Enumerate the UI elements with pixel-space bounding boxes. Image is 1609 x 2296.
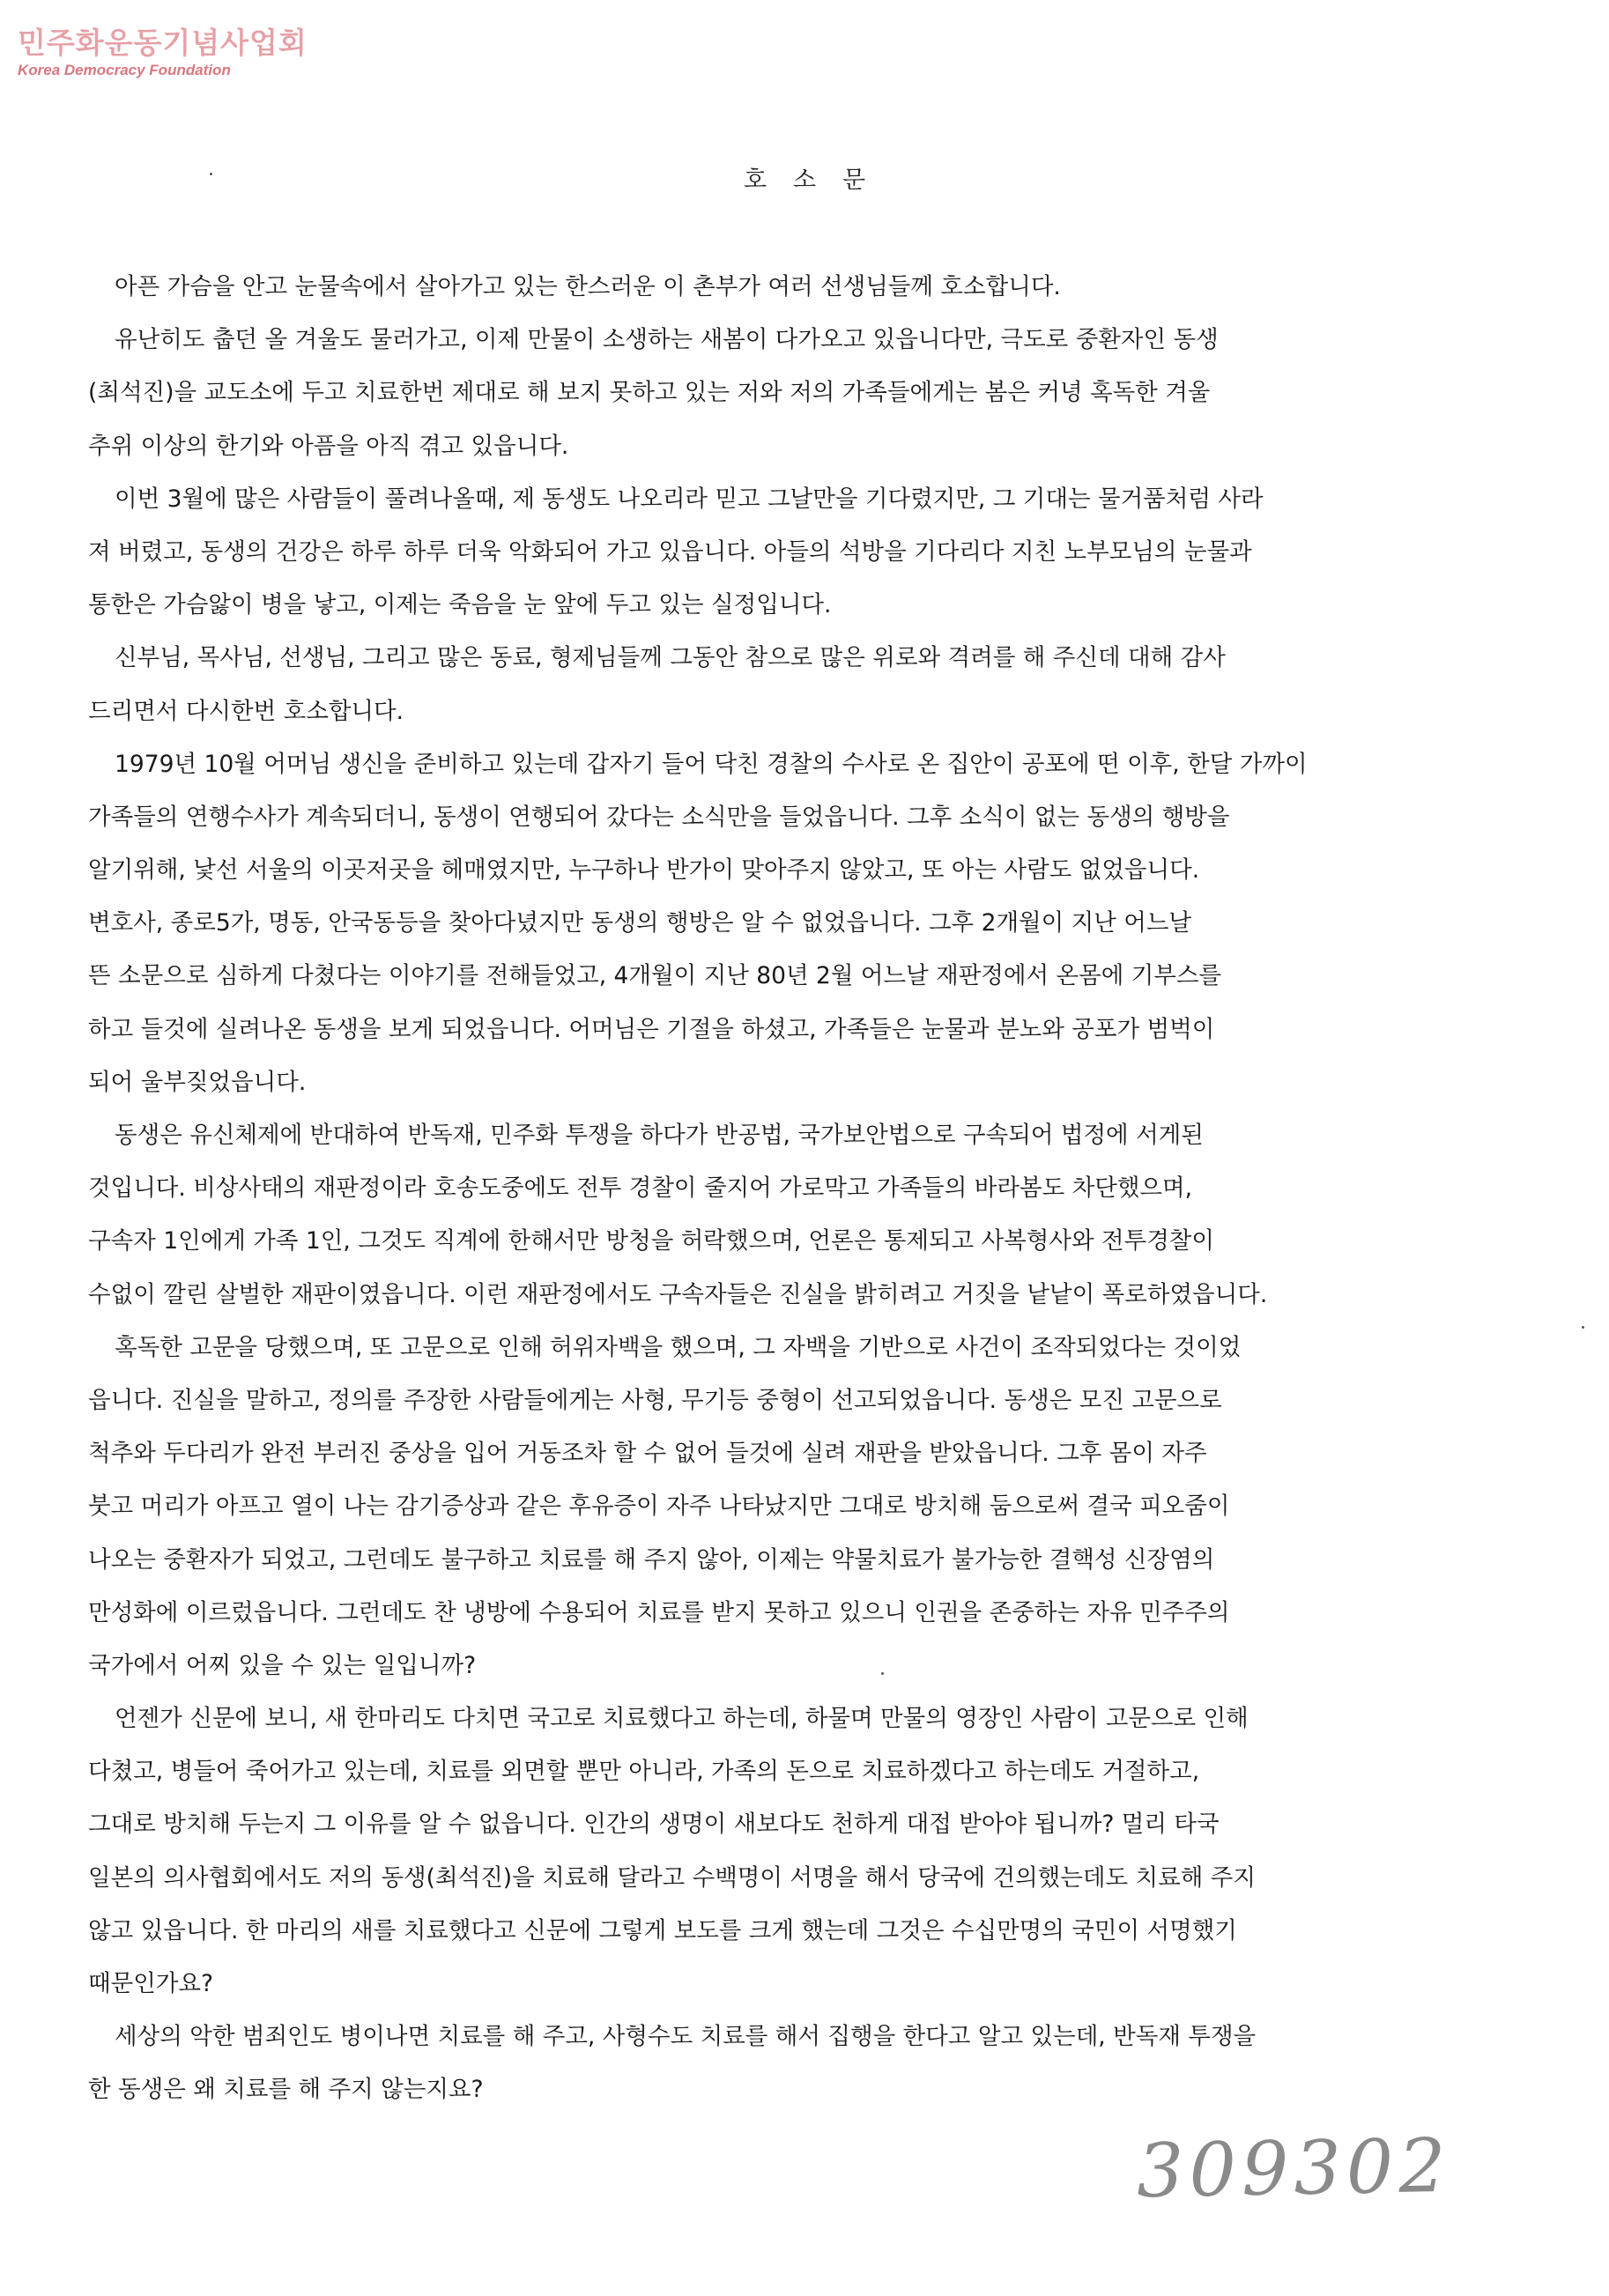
body-line: 신부님, 목사님, 선생님, 그리고 많은 동료, 형제님들께 그동안 참으로 많은 위로와 격려를 해 주신데 대해 감사 bbox=[115, 644, 1226, 672]
scan-speck bbox=[1582, 1326, 1584, 1329]
body-line: 다쳤고, 병들어 죽어가고 있는데, 치료를 외면할 뿐만 아니라, 가족의 돈으로 치료하겠다고 하는데도 거절하고, bbox=[88, 1758, 1200, 1786]
body-line: (최석진)을 교도소에 두고 치료한번 제대로 해 보지 못하고 있는 저와 저의 가족들에게는 봄은 커녕 혹독한 겨울 bbox=[88, 379, 1211, 407]
body-line: 국가에서 어찌 있을 수 있는 일입니까? bbox=[88, 1651, 477, 1679]
body-line: 수없이 깔린 살벌한 재판이였읍니다. 이런 재판정에서도 구속자들은 진실을 밝히려고 거짓을 낱낱이 폭로하였읍니다. bbox=[88, 1280, 1268, 1308]
document-body bbox=[88, 261, 1551, 2117]
body-line: 혹독한 고문을 당했으며, 또 고문으로 인해 허위자백을 했으며, 그 자백을 기반으로 사건이 조작되었다는 것이었 bbox=[115, 1333, 1242, 1361]
scan-speck bbox=[210, 173, 212, 175]
body-line: 아픈 가슴을 안고 눈물속에서 살아가고 있는 한스러운 이 촌부가 여러 선생님들께 호소합니다. bbox=[115, 273, 1061, 300]
document-title: 호소문 bbox=[743, 167, 893, 194]
body-line: 언젠가 신문에 보니, 새 한마리도 다치면 국고로 치료했다고 하는데, 하물며 만물의 영장인 사람이 고문으로 인해 bbox=[115, 1705, 1249, 1733]
body-line: 추위 이상의 한기와 아픔을 아직 겪고 있읍니다. bbox=[88, 432, 569, 460]
body-line: 붓고 머리가 아프고 열이 나는 감기증상과 같은 후유증이 자주 나타났지만 그대로 방치해 둠으로써 결국 피오줌이 bbox=[88, 1492, 1230, 1521]
handwritten-archive-number: 309302 bbox=[1136, 2122, 1452, 2215]
scan-speck bbox=[881, 1672, 884, 1675]
body-line: 그대로 방치해 두는지 그 이유를 알 수 없읍니다. 인간의 생명이 새보다도 천하게 대접 받아야 됩니까? 멀리 타국 bbox=[88, 1811, 1220, 1839]
body-line: 동생은 유신체제에 반대하여 반독재, 민주화 투쟁을 하다가 반공법, 국가보안법으로 구속되어 법정에 서게된 bbox=[115, 1122, 1204, 1149]
body-line: 가족들의 연행수사가 계속되더니, 동생이 연행되어 갔다는 소식만을 들었읍니다. 그후 소식이 없는 동생의 행방을 bbox=[88, 803, 1230, 831]
body-line: 세상의 악한 범죄인도 병이나면 치료를 해 주고, 사형수도 치료를 해서 집행을 한다고 알고 있는데, 반독재 투쟁을 bbox=[115, 2023, 1257, 2051]
body-line: 일본의 의사협회에서도 저의 동생(최석진)을 치료해 달라고 수백명이 서명을 해서 당국에 건의했는데도 치료해 주지 bbox=[88, 1863, 1256, 1892]
body-line: 변호사, 종로5가, 명동, 안국동등을 찾아다녔지만 동생의 행방은 알 수 없었읍니다. 그후 2개월이 지난 어느날 bbox=[88, 909, 1192, 937]
body-line: 구속자 1인에게 가족 1인, 그것도 직계에 한해서만 방청을 허락했으며, 언론은 통제되고 사복형사와 전투경찰이 bbox=[88, 1227, 1215, 1255]
body-line: 드리면서 다시한번 호소합니다. bbox=[88, 697, 404, 725]
body-line: 나오는 중환자가 되었고, 그런데도 불구하고 치료를 해 주지 않아, 이제는 약물치료가 불가능한 결핵성 신장염의 bbox=[88, 1545, 1215, 1574]
watermark-logo bbox=[18, 26, 308, 79]
body-line: 한 동생은 왜 치료를 해 주지 않는지요? bbox=[88, 2076, 484, 2104]
body-line: 뜬 소문으로 심하게 다쳤다는 이야기를 전해들었고, 4개월이 지난 80년 2월 어느날 재판정에서 온몸에 기부스를 bbox=[88, 962, 1222, 990]
body-line: 것입니다. 비상사태의 재판정이라 호송도중에도 전투 경찰이 줄지어 가로막고 가족들의 바라봄도 차단했으며, bbox=[88, 1174, 1193, 1203]
body-line: 1979년 10월 어머님 생신을 준비하고 있는데 갑자기 들어 닥친 경찰의 수사로 온 집안이 공포에 떤 이후, 한달 가까이 bbox=[115, 750, 1308, 778]
body-line: 않고 있읍니다. 한 마리의 새를 치료했다고 신문에 그렇게 보도를 크게 했는데 그것은 수십만명의 국민이 서명했기 bbox=[88, 1916, 1237, 1944]
body-line: 만성화에 이르렀읍니다. 그런데도 찬 냉방에 수용되어 치료를 받지 못하고 있으니 인권을 존중하는 자유 민주주의 bbox=[88, 1598, 1230, 1626]
watermark-english: Korea Democracy Foundation bbox=[18, 62, 231, 78]
watermark-korean: 민주화운동기념사업회 bbox=[18, 26, 308, 60]
body-line: 척추와 두다리가 완전 부러진 중상을 입어 거동조차 할 수 없어 들것에 실려 재판을 받았읍니다. 그후 몸이 자주 bbox=[88, 1440, 1207, 1468]
body-line: 이번 3월에 많은 사람들이 풀려나올때, 제 동생도 나오리라 믿고 그날만을 기다렸지만, 그 기대는 물거품처럼 사라 bbox=[115, 485, 1264, 513]
body-line: 때문인가요? bbox=[88, 1970, 214, 1997]
body-line: 읍니다. 진실을 말하고, 정의를 주장한 사람들에게는 사형, 무기등 중형이 선고되었읍니다. 동생은 모진 고문으로 bbox=[88, 1386, 1222, 1414]
body-line: 하고 들것에 실려나온 동생을 보게 되었읍니다. 어머님은 기절을 하셨고, 가족들은 눈물과 분노와 공포가 범벅이 bbox=[88, 1015, 1215, 1043]
body-line: 통한은 가슴앓이 병을 낳고, 이제는 죽음을 눈 앞에 두고 있는 실정입니다. bbox=[88, 591, 832, 619]
body-line: 되어 울부짖었읍니다. bbox=[88, 1068, 307, 1096]
body-line: 져 버렸고, 동생의 건강은 하루 하루 더욱 악화되어 가고 있읍니다. 아들의 석방을 기다리다 지친 노부모님의 눈물과 bbox=[88, 537, 1252, 566]
body-line: 유난히도 춥던 올 겨울도 물러가고, 이제 만물이 소생하는 새봄이 다가오고 있읍니다만, 극도로 중환자인 동생 bbox=[115, 326, 1219, 354]
body-line: 알기위해, 낯선 서울의 이곳저곳을 헤매였지만, 누구하나 반가이 맞아주지 않았고, 또 아는 사람도 없었읍니다. bbox=[88, 856, 1200, 885]
